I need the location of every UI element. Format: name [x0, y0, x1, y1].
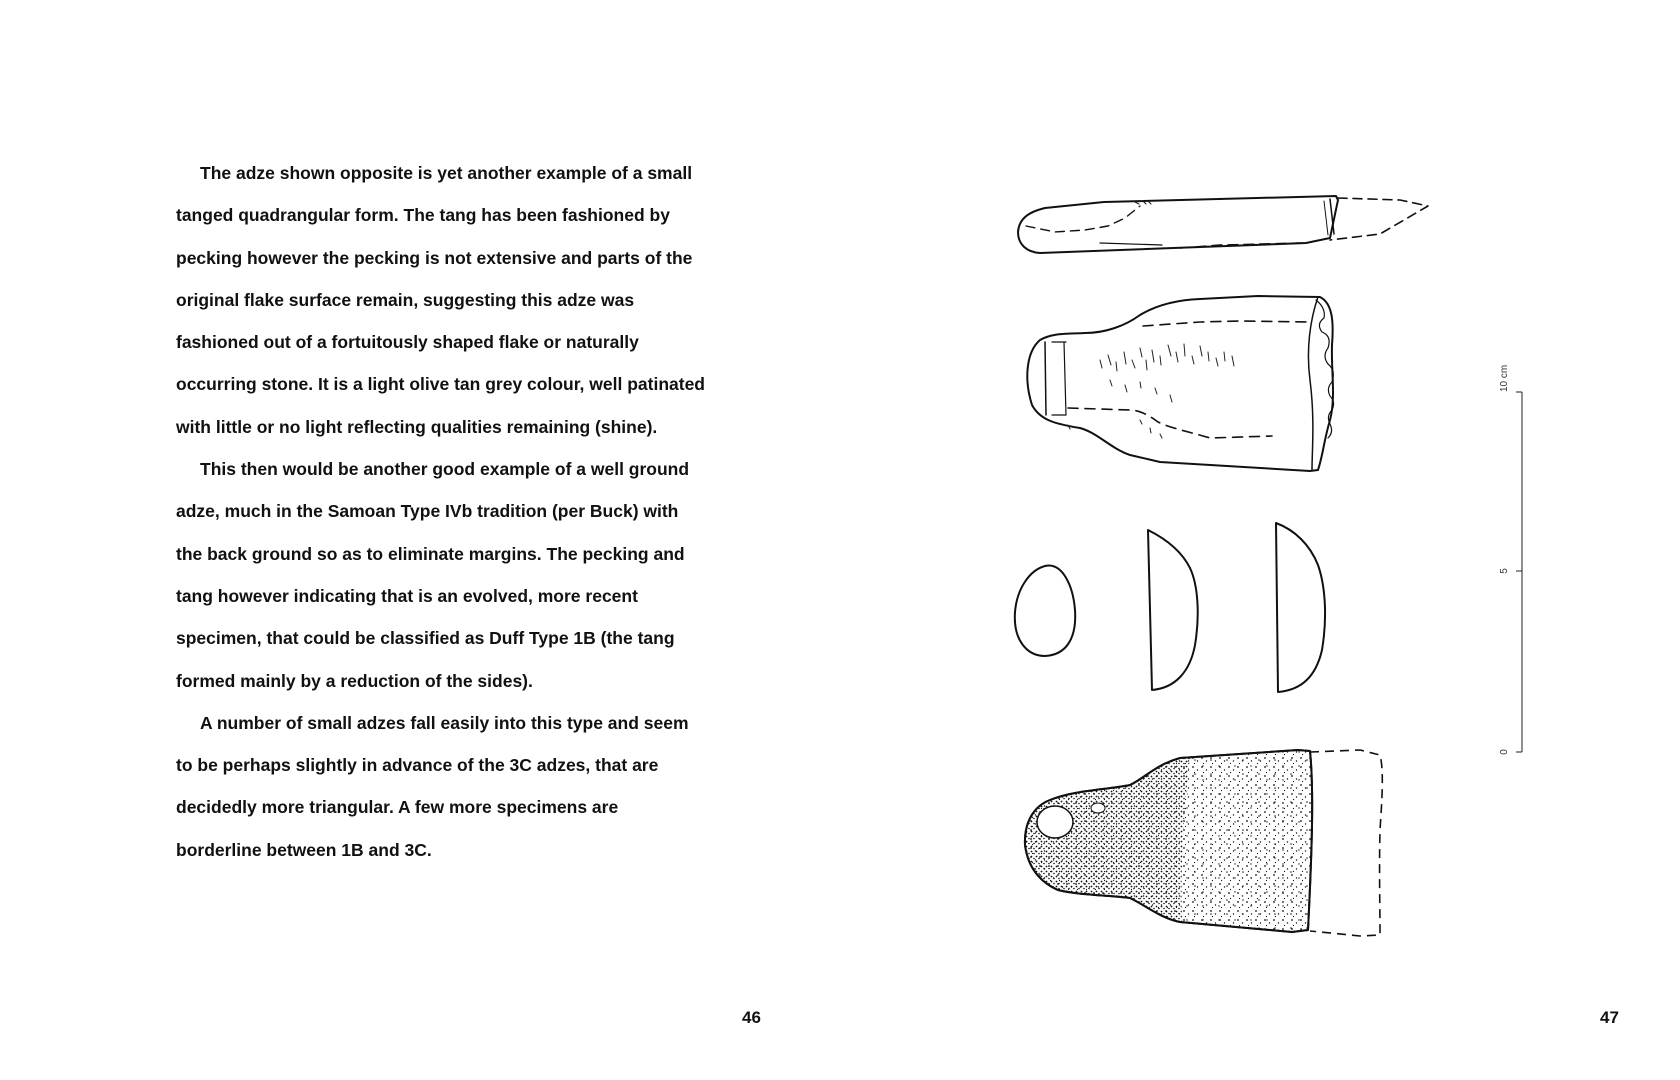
text-line: occurring stone. It is a light olive tan grey colour, well patinated — [176, 374, 705, 395]
scale-label-0: 0 — [1499, 749, 1510, 755]
text-line: to be perhaps slightly in advance of the 3C adzes, that are — [176, 755, 659, 776]
text-line: specimen, that could be classified as Duff Type 1B (the tang — [176, 628, 675, 649]
text-line: with little or no light reflecting qualities remaining (shine). — [176, 416, 658, 437]
text-line: This then would be another good example of a well ground — [200, 459, 690, 480]
text-line: A number of small adzes fall easily into this type and seem — [200, 712, 689, 733]
text-line: decidedly more triangular. A few more specimens are — [176, 797, 619, 818]
right-page — [840, 0, 1680, 1080]
scale-label-10: 10 cm — [1499, 364, 1510, 392]
text-line: original flake surface remain, suggesting this adze was — [176, 289, 635, 310]
scale-label-5: 5 — [1499, 568, 1510, 574]
text-line: pecking however the pecking is not extensive and parts of the — [176, 247, 693, 268]
text-line: borderline between 1B and 3C. — [176, 839, 432, 860]
scale-bar — [1499, 365, 1522, 755]
adze-face-view — [1027, 296, 1333, 471]
text-line: tanged quadrangular form. The tang has been fashioned by — [176, 205, 670, 226]
adze-illustration — [840, 0, 1680, 1080]
page-number-left: 46 — [742, 1008, 761, 1027]
adze-top-view — [1018, 196, 1428, 253]
text-line: tang however indicating that is an evolved, more recent — [176, 585, 638, 606]
adze-underside-view — [1025, 750, 1382, 936]
text-line: adze, much in the Samoan Type IVb tradition (per Buck) with — [176, 501, 679, 522]
text-line: fashioned out of a fortuitously shaped flake or naturally — [176, 332, 639, 353]
page-number-right: 47 — [1600, 1008, 1619, 1027]
text-line: The adze shown opposite is yet another example of a small — [200, 163, 693, 183]
text-line: formed mainly by a reduction of the sides). — [176, 670, 533, 691]
adze-cross-section-2 — [1276, 523, 1325, 692]
adze-cross-section-oval — [1015, 566, 1075, 656]
text-line: the back ground so as to eliminate margins. The pecking and — [176, 543, 685, 564]
body-text — [176, 152, 736, 871]
adze-cross-section-1 — [1148, 530, 1198, 690]
